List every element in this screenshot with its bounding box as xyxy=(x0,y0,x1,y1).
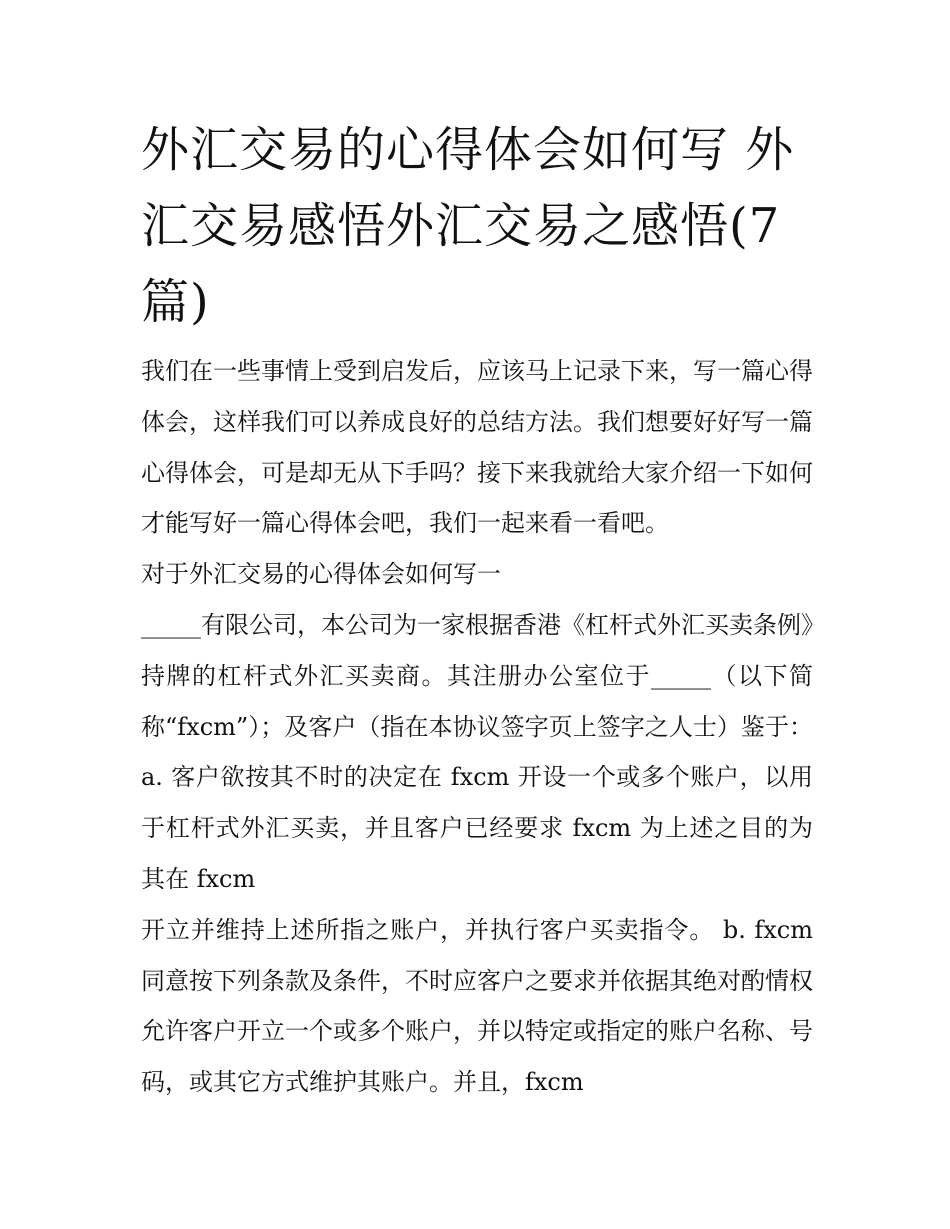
intro-paragraph: 我们在一些事情上受到启发后，应该马上记录下来，写一篇心得体会，这样我们可以养成良好的总结方法。我们想要好好写一篇心得体会，可是却无从下手吗？接下来我就给大家介绍一下如何才能写好一篇心得体会吧，我们一起来看一看吧。 xyxy=(141,357,813,538)
document-title: 外汇交易的心得体会如何写 外汇交易感悟外汇交易之感悟(7篇) xyxy=(141,122,795,330)
agreement-continuation-paragraph: 开立并维持上述所指之账户，并执行客户买卖指令。 b. fxcm 同意按下列条款及条件，不时应客户之要求并依据其绝对酌情权允许客户开立一个或多个账户，并以特定或指定的账户名称、号码，或其它方式维护其账户。并且，fxcm xyxy=(141,915,813,1097)
document-page xyxy=(141,112,813,1108)
document-body xyxy=(141,346,813,1108)
agreement-paragraph: _____有限公司，本公司为一家根据香港《杠杆式外汇买卖条例》持牌的杠杆式外汇买卖商。其注册办公室位于_____（以下简称“fxcm”）；及客户（指在本协议签字页上签字之人士）鉴于： a. 客户欲按其不时的决定在 fxcm 开设一个或多个账户，以用于杠杆式外汇买卖，并且客户已经要求 fxcm 为上述之目的为其在 fxcm xyxy=(141,610,813,893)
section-heading-paragraph: 对于外汇交易的心得体会如何写一 xyxy=(141,560,501,589)
